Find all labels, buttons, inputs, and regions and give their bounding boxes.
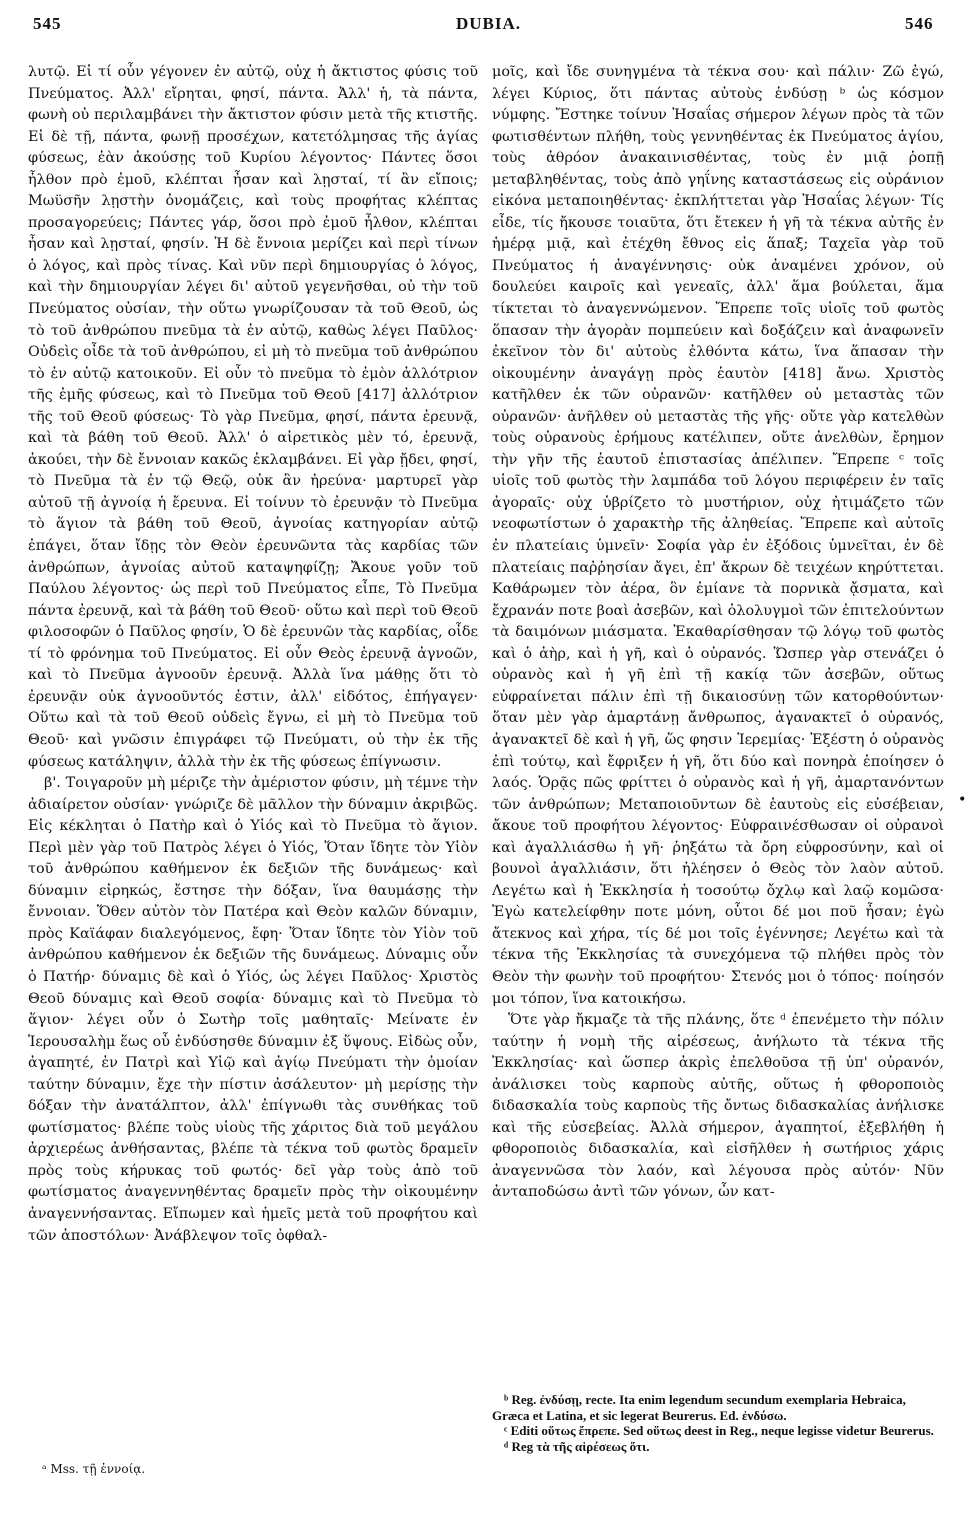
right-column-paragraph-2: Ὅτε γὰρ ἤκμαζε τὰ τῆς πλάνης, ὅτε ᵈ ἐπενέμετο τὴν πόλιν ταύτην ἡ νομὴ τῆς αἱρέσεως, ἀνήλωτο τὰ τέκνα τῆς Ἐκκλησίας· καὶ ὥσπερ ἀκρὶς ἐπελθοῦσα τῇ ὑπ' οὐρανόν, ἀνάλισκει τοὺς καρποὺς αὐτῆς, οὕτως ἡ φθοροποιὸς διδασκαλία τοὺς καρποὺς τῆς ὄντως διδασκαλίας ἀνήλισκε καὶ τῆς εὐσεβείας. Ἀλλὰ σήμερον, ἀγαπητοί, ἐξεβλήθη ἡ φθοροποιὸς διδασκαλία, καὶ εἰσῆλθεν ἡ σωτήριος χάρις ἀναγεννῶσα τὸν λαόν, καὶ λέγουσα πρὸς αὐτόν· Νῦν ἀνταποδώσω ἀντὶ τῶν γόνων, ὧν κατ- — [492, 1012, 944, 1201]
footnote-c: ᶜ Editi οὕτως ἔπρεπε. Sed οὕτως deest in Reg., neque legisse videtur Beurerus. — [504, 1423, 934, 1438]
right-text-column — [492, 62, 944, 1387]
margin-mark: • — [958, 792, 966, 808]
running-title: DUBIA. — [456, 14, 522, 33]
right-footnotes — [492, 1392, 944, 1454]
left-text-column — [28, 62, 478, 1437]
left-footnote: ᵃ Mss. τῇ ἐννοίᾳ. — [42, 1462, 146, 1476]
running-header — [0, 0, 966, 58]
left-column-paragraph-2: β'. Τοιγαροῦν μὴ μέριζε τὴν ἀμέριστον φύσιν, μὴ τέμνε τὴν ἀδιαίρετον οὐσίαν· γνώριζε δὲ μᾶλλον τὴν δύναμιν ἀκριβῶς. Εἰς κέκληται ὁ Πατὴρ καὶ ὁ Υἱός καὶ τὸ Πνεῦμα τὸ ἅγιον. Περὶ μὲν γὰρ τοῦ Πατρὸς λέγει ὁ Υἱός, Ὅταν ἴδητε τὸν Υἱὸν τοῦ ἀνθρώπου καθήμενον ἐκ δεξιῶν τῆς δυνάμεως· καὶ δύναμιν εἰρηκώς, ἔστησε τὴν δόξαν, ἵνα θαυμάσῃς τὴν ἔννοιαν. Ὅθεν αὐτὸν τὸν Πατέρα καὶ Θεὸν καλῶν δύναμιν, πρὸς Καϊάφαν διαλεγόμενος, ἔφη· Ὅταν ἴδητε τὸν Υἱὸν τοῦ ἀνθρώπου καθήμενον ἐκ δεξιῶν τῆς δυνάμεως. Δύναμις οὖν ὁ Πατήρ· δύναμις δὲ καὶ ὁ Υἱός, ὡς λέγει Παῦλος· Χριστὸς Θεοῦ δύναμις καὶ Θεοῦ σοφία· δύναμις καὶ τὸ Πνεῦμα τὸ ἅγιον· λέγει οὖν ὁ Σωτὴρ τοῖς μαθηταῖς· Μείνατε ἐν Ἱερουσαλὴμ ἕως οὗ ἐνδύσησθε δύναμιν ἐξ ὕψους. Εἰδὼς οὖν, ἀγαπητέ, ἐν Πατρὶ καὶ Υἱῷ καὶ ἁγίῳ Πνεύματι τὴν ὁμοίαν ταύτην δύναμιν, ἔχε τὴν πίστιν ἀσάλευτον· μὴ μερίσῃς τὴν δόξαν τὴν ἀνατάλπτον, ἀλλ' ἐπίγνωθι τὰς συνθήκας τοῦ φωτίσματος· βλέπε τοὺς υἱοὺς τῆς χάριτος διὰ τοῦ μεγάλου ἀρχιερέως ἀνθήσαντας, βλέπε τὰ τέκνα τοῦ φωτὸς δραμεῖν πρὸς τοὺς κήρυκας τοῦ φωτός· δεῖ γὰρ τοὺς ἀπὸ τοῦ φωτίσματος ἀναγεννηθέντας δραμεῖν πρὸς τὴν οἰκουμένην ἀναγεννήσαντας. Εἴπωμεν καὶ ἡμεῖς μετὰ τοῦ προφήτου καὶ τῶν ἀποστόλων· Ἀνάβλεψον τοῖς ὀφθαλ- — [28, 775, 478, 1244]
left-page-number: 545 — [33, 14, 62, 33]
right-column-paragraph-1: μοῖς, καὶ ἴδε συνηγμένα τὰ τέκνα σου· καὶ πάλιν· Ζῶ ἐγώ, λέγει Κύριος, ὅτι πάντας αὐτοὺς ἐνδύσῃ ᵇ ὡς κόσμον νύμφης. Ἔστηκε τοίνυν Ἠσαΐας σήμερον λέγων πρὸς τὰ τῶν φωτισθέντων πλήθη, τοὺς γεννηθέντας ἐκ Πνεύματος ἁγίου, τοὺς ἀθρόον ἀνακαινισθέντας, τοὺς ἐν μιᾷ ῥοπῇ μεταβληθέντας, τοὺς ἀπὸ γηΐνης καταστάσεως εἰς οὐράνιον εἰκόνα μεταποιηθέντας· ἐκπλήττεται γὰρ Ἠσαΐας λέγων· Τίς εἶδε, τίς ἤκουσε τοιαῦτα, ὅτι ἔτεκεν ἡ γῆ τὰ τέκνα αὐτῆς ἐν ἡμέρᾳ μιᾷ, καὶ ἐτέχθη ἔθνος εἰς ἅπαξ; Ταχεῖα γὰρ τοῦ Πνεύματος ἡ ἀναγέννησις· οὐκ ἀναμένει χρόνον, οὐ δουλεύει καιροῖς καὶ γενεαῖς, ἀλλ' ἅμα βούλεται, ἅμα τίκτεται τὸ ἀναγεννώμενον. Ἔπρεπε τοῖς υἱοῖς τοῦ φωτὸς ὅπασαν τὴν ἀγορὰν πομπεύειν καὶ δοξάζειν καὶ ἀναφωνεῖν ἐκεῖνον τὸν δι' αὐτοὺς ἐλθόντα κάτω, ἵνα ἅπασαν τὴν οἰκουμένην ἀναγάγῃ πρὸς ἑαυτὸν [418] ἄνω. Χριστὸς κατῆλθεν ἐκ τῶν οὐρανῶν· κατῆλθεν οὐ μεταστὰς τῶν οὐρανῶν· ἀνῆλθεν οὐ μεταστὰς τῆς γῆς· οὔτε γὰρ κατελθὼν τοὺς οὐρανοὺς ἐρήμους κατέλιπεν, οὔτε ἀνελθὼν, ἔρημον τὴν γῆν τῆς ἑαυτοῦ ἐπιστασίας ἀπέλιπεν. Ἔπρεπε ᶜ τοῖς υἱοῖς τοῦ φωτὸς τὴν λαμπάδα τοῦ λόγου περιφέρειν ἐν ταῖς ἀγοραῖς· οὐχ ὑβρίζετο τὸ μυστήριον, οὐχ ἠτιμάζετο τῶν νεοφωτίστων ὁ χαρακτὴρ τῆς ἀληθείας. Ἔπρεπε καὶ αὐτοῖς ἐν πλατείαις ὑμνεῖν· Σοφία γὰρ ἐν ἐξόδοις ὑμνεῖται, ἐν δὲ πλατείαις παῤῥησίαν ἄγει, ἐπ' ἄκρων δὲ τειχέων κηρύττεται. Καθάρωμεν τὸν ἀέρα, ὃν ἐμίανε τὰ πορνικὰ ᾄσματα, καὶ ἔχρανάν ποτε βοαὶ ἀσεβῶν, καὶ ὁλολυγμοὶ τῶν ἐπιτελούντων τὰ δαιμόνων μιάσματα. Ἐκαθαρίσθησαν τῷ λόγῳ τοῦ φωτὸς καὶ ὁ ἀὴρ, καὶ ἡ γῆ, καὶ ὁ οὐρανός. Ὥσπερ γὰρ στενάζει ὁ οὐρανὸς καὶ ἡ γῆ ἐπὶ τῇ κακίᾳ τῶν ἀσεβῶν, οὕτως εὐφραίνεται πάλιν ἐπὶ τῇ δικαιοσύνῃ τῶν κατορθούντων· ὅταν μὲν γὰρ ἁμαρτάνῃ ἄνθρωπος, ἀγανακτεῖ ὁ οὐρανός, ἀγανακτεῖ δὲ καὶ ἡ γῆ, ὥς φησιν Ἱερεμίας· Ἐξέστη ὁ οὐρανὸς ἐπὶ τούτῳ, καὶ ἔφριξεν ἡ γῆ, ὅτι δύο καὶ πονηρὰ ἐποίησεν ὁ λαός. Ὁρᾷς πῶς φρίττει ὁ οὐρανὸς καὶ ἡ γῆ, ἁμαρτανόντων τῶν ἀνθρώπων; Μεταποιοῦντων δὲ ἑαυτοὺς εἰς εὐσέβειαν, ἄκουε τοῦ προφήτου λέγοντος· Εὐφραινέσθωσαν οἱ οὐρανοὶ καὶ ἀγαλλιάσθω ἡ γῆ· ῥηξάτω τὰ ὄρη εὐφροσύνην, καὶ οἱ βουνοὶ ἀγαλλιάσιν, ὅτι ἠλέησεν ὁ Θεὸς τὸν λαὸν αὐτοῦ. Λεγέτω καὶ ἡ Ἐκκλησία ἡ τοσούτῳ ὄχλῳ καὶ λαῷ κομῶσα· Ἐγὼ κατελείφθην ποτε μόνη, οὗτοι δέ μοι ποῦ ἦσαν; ἐγὼ ἄτεκνος καὶ χήρα, τίς δέ μοι τοῖς ἐγέννησε; Λεγέτω καὶ τὰ τέκνα τῆς Ἐκκλησίας τὰ συνεχόμενα τῷ πλήθει πρὸς τὸν Θεὸν τὴν φωνὴν τοῦ προφήτου· Στενός μοι ὁ τόπος· ποίησόν μοι τόπον, ἵνα κατοικήσω. — [492, 64, 944, 1007]
footnote-d: ᵈ Reg τὰ τῆς αἱρέσεως ὅτι. — [504, 1438, 650, 1454]
right-page-number: 546 — [905, 14, 934, 33]
footnote-b: ᵇ Reg. ἐνδύσῃ, recte. Ita enim legendum secundum exemplaria Hebraica, Græca et Latina, et sic legerat Beurerus. Ed. ἐνδύσω. — [492, 1392, 906, 1423]
left-column-paragraph-1: λυτῷ. Εἰ τί οὖν γέγονεν ἐν αὐτῷ, οὐχ ἡ ἄκτιστος φύσις τοῦ Πνεύματος. Ἀλλ' εἴρηται, φησί, πάντα. Ἀλλ' ἡ, τὰ πάντα, φωνὴ οὐ περιλαμβάνει τὴν ἄκτιστον φύσιν μετὰ τῆς κτιστῆς. Εἰ δὲ τῇ, πάντα, φωνῇ προσέχων, κατετόλμησας τῆς ἁγίας φύσεως, ἐὰν ἀκούσῃς τοῦ Κυρίου λέγοντος· Πάντες ὅσοι ἦλθον πρὸ ἐμοῦ, κλέπται ἦσαν καὶ λῃσταί, τί ἂν εἴποις; Μωϋσῆν λῃστὴν ὀνομάζεις, καὶ τοὺς προφήτας κλέπτας προσαγορεύεις; Πάντες γάρ, ὅσοι πρὸ ἐμοῦ ἦλθον, κλέπται ἦσαν καὶ λῃσταί, φησίν. Ἡ δὲ ἔννοια μερίζει καὶ περὶ τίνων ὁ λόγος, καὶ πρὸς τίνας. Καὶ νῦν περὶ δημιουργίας ὁ λόγος, καὶ τὴν δημιουργίαν λέγει δι' αὐτοῦ γεγενῆσθαι, οὐ τὴν τοῦ Πνεύματος οὐσίαν, τὴν οὕτω γνωρίζουσαν τὰ τοῦ Θεοῦ, ὡς τὸ τοῦ ἀνθρώπου πνεῦμα τὰ ἐν αὐτῷ, καθὼς λέγει Παῦλος· Οὐδεὶς οἶδε τὰ τοῦ ἀνθρώπου, εἰ μὴ τὸ πνεῦμα τοῦ ἀνθρώπου τὸ ἐν αὐτῷ κατοικοῦν. Εἰ οὖν τὸ πνεῦμα τὸ ἐμὸν ἀλλότριον τῆς ἐμῆς φύσεως, καὶ τὸ Πνεῦμα τοῦ Θεοῦ [417] ἀλλότριον τῆς τοῦ Θεοῦ φύσεως· Τὸ γὰρ Πνεῦμα, φησί, πάντα ἐρευνᾷ, καὶ τὰ βάθη τοῦ Θεοῦ. Ἀλλ' ὁ αἱρετικὸς μὲν τό, ἐρευνᾷ, ἀκούει, τὴν δὲ ἔννοιαν κακῶς ἐκλαμβάνει. Εἰ γὰρ ᾔδει, φησί, τὸ Πνεῦμα τὰ ἐν τῷ Θεῷ, οὐκ ἂν ἠρεύνα· μαρτυρεῖ γὰρ αὐτοῦ τῇ ἀγνοίᾳ ἡ ἔρευνα. Εἰ τοίνυν τὸ ἐρευνᾷν τὸ Πνεῦμα τὸ ἅγιον τὰ βάθη τοῦ Θεοῦ, ἀγνοίας κατηγορίαν αὐτῷ ἐπάγει, ὅταν ἴδῃς τὸν Θεὸν ἐρευνῶντα τὰς καρδίας τῶν ἀνθρώπων, ἀγνοίας αὐτοῦ καταψηφίζῃ; Ἄκουε γοῦν τοῦ Παύλου λέγοντος· ὡς περὶ τοῦ Πνεύματος εἶπε, Τὸ Πνεῦμα πάντα ἐρευνᾷ, καὶ τὰ βάθη τοῦ Θεοῦ· οὕτω καὶ περὶ τοῦ Θεοῦ φιλοσοφῶν ὁ Παῦλος φησίν, Ὁ δὲ ἐρευνῶν τὰς καρδίας, οἶδε τί τὸ φρόνημα τοῦ Πνεύματος. Εἰ οὖν Θεὸς ἐρευνᾷ ἀγνοῶν, καὶ τὸ Πνεῦμα ἀγνοοῦν ἐρευνᾷ. Ἀλλὰ ἵνα μάθῃς ὅτι τὸ ἐρευνᾷν οὐκ ἀγνοοῦντός ἐστιν, ἀλλ' εἰδότος, ἐπήγαγεν· Οὕτω καὶ τὰ τοῦ Θεοῦ οὐδεὶς ἔγνω, εἰ μὴ τὸ Πνεῦμα τοῦ Θεοῦ· καὶ γνῶσιν ἐπιγράφει τῷ Πνεύματι, οὐ τὴν ἐκ τῆς φύσεως κατάληψιν, ἀλλὰ τὴν ἐκ τῆς φύσεως ἐπίγνωσιν. — [28, 64, 478, 770]
